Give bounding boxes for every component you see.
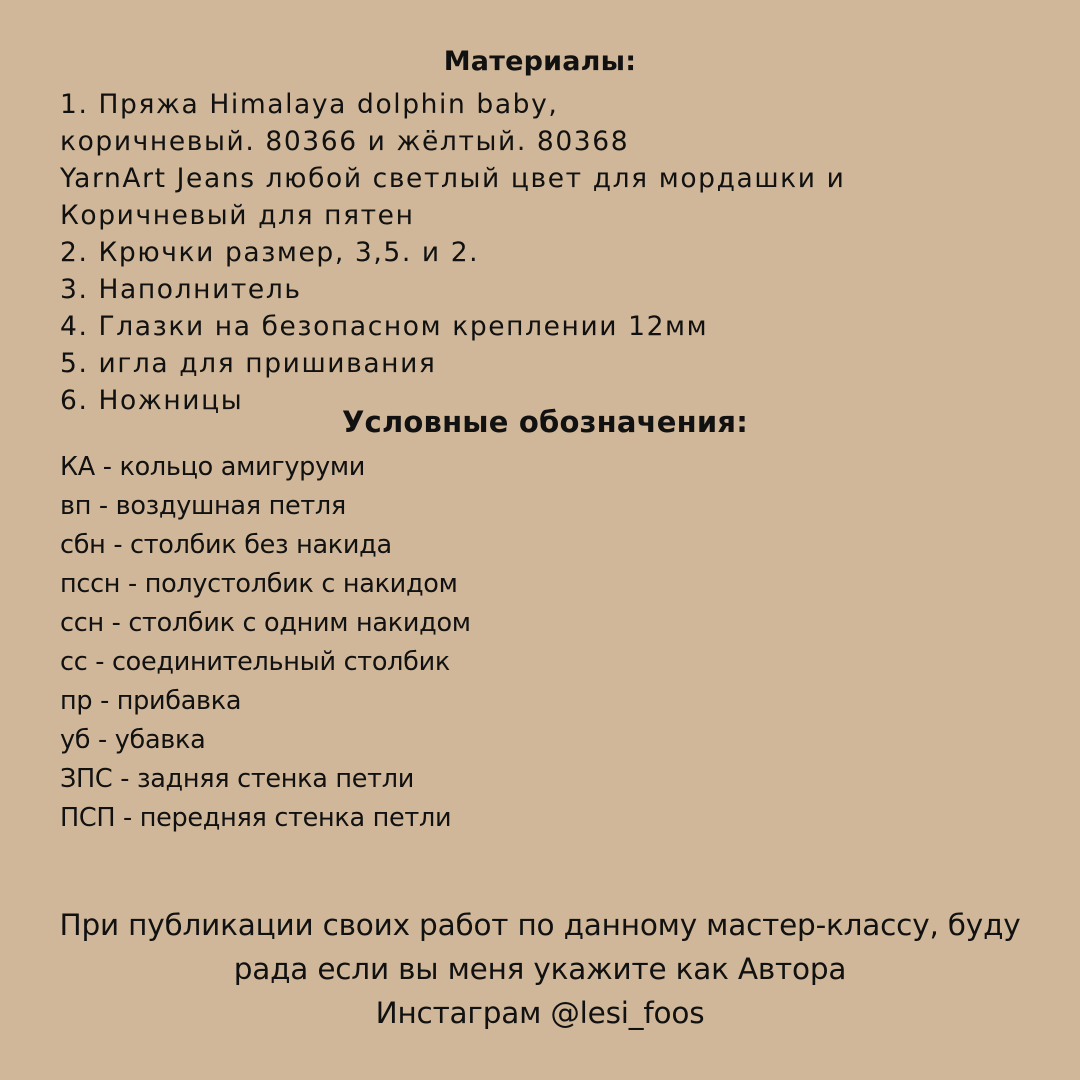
legend-item: ссн - столбик с одним накидом bbox=[60, 608, 471, 638]
credit-line: При публикации своих работ по данному мастер-классу, буду bbox=[59, 908, 1021, 942]
instagram-handle: Инстаграм @lesi_foos bbox=[375, 996, 705, 1030]
materials-list bbox=[60, 86, 845, 419]
materials-line: 5. игла для пришивания bbox=[60, 348, 437, 379]
materials-line: коричневый. 80366 и жёлтый. 80368 bbox=[60, 126, 630, 157]
legend-item: ЗПС - задняя стенка петли bbox=[60, 764, 414, 794]
legend-item: уб - убавка bbox=[60, 725, 206, 755]
materials-line: 2. Крючки размер, 3,5. и 2. bbox=[60, 237, 480, 268]
legend-list bbox=[60, 448, 471, 838]
materials-line: Коричневый для пятен bbox=[60, 200, 415, 231]
materials-title: Материалы: bbox=[443, 46, 637, 77]
materials-line: YarnArt Jeans любой светлый цвет для мордашки и bbox=[60, 163, 846, 194]
legend-item: вп - воздушная петля bbox=[60, 491, 346, 521]
legend-item: КА - кольцо амигуруми bbox=[60, 452, 366, 482]
materials-line: 1. Пряжа Himalaya dolphin baby, bbox=[60, 89, 559, 120]
credit-line: рада если вы меня укажите как Автора bbox=[233, 952, 847, 986]
legend-item: пр - прибавка bbox=[60, 686, 242, 716]
legend-item: ПСП - передняя стенка петли bbox=[60, 803, 452, 833]
legend-item: сс - соединительный столбик bbox=[60, 647, 450, 677]
legend-item: пссн - полустолбик с накидом bbox=[60, 569, 458, 599]
materials-line: 3. Наполнитель bbox=[60, 274, 302, 305]
author-credit bbox=[0, 903, 1080, 1035]
legend-title: Условные обозначения: bbox=[342, 405, 748, 439]
materials-line: 6. Ножницы bbox=[60, 385, 244, 416]
materials-line: 4. Глазки на безопасном креплении 12мм bbox=[60, 311, 709, 342]
legend-item: сбн - столбик без накида bbox=[60, 530, 392, 560]
